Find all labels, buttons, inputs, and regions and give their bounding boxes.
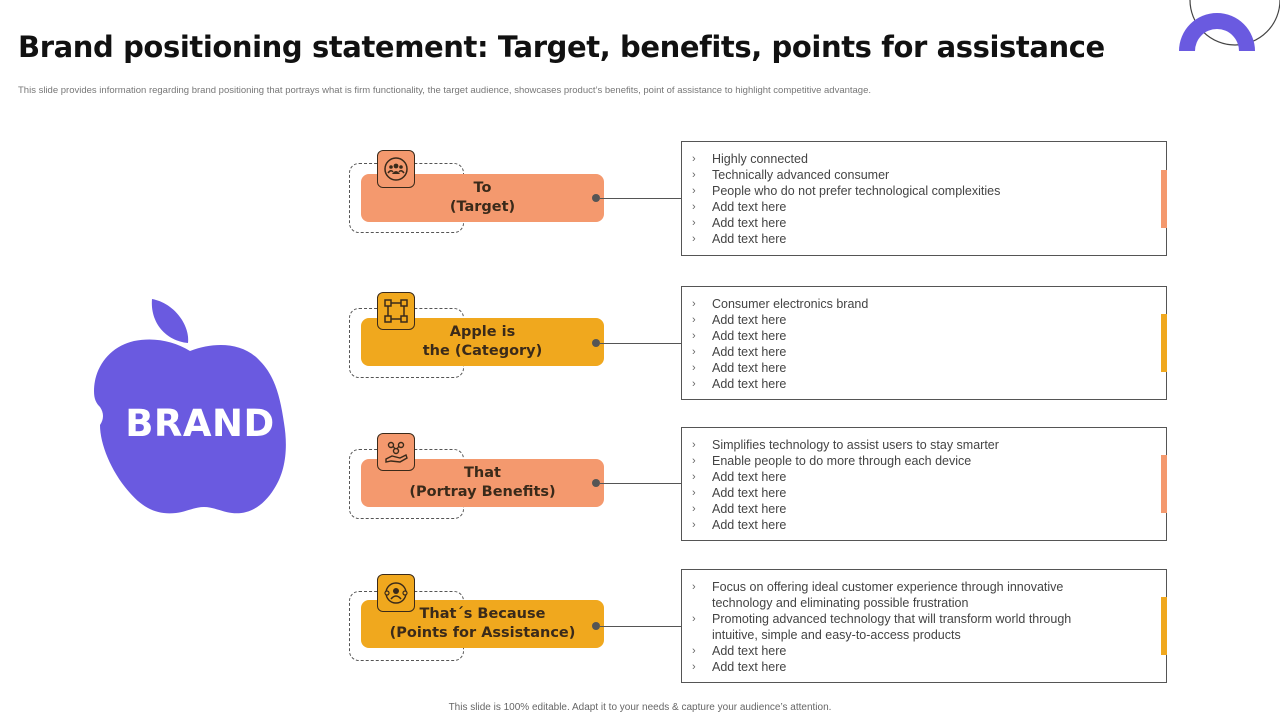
list-item: › Add text here [692, 502, 787, 516]
connector-line [600, 626, 682, 627]
list-item: › Add text here [692, 518, 787, 532]
list-item: › Add text here [692, 313, 787, 327]
list-item: › Focus on offering ideal customer experience through innovative technology and eliminating possible frustration [692, 580, 1064, 610]
benefits-pill-line1: That [464, 465, 501, 481]
benefits-details-box [681, 427, 1167, 541]
hand-network-icon [377, 433, 415, 471]
list-item: › People who do not prefer technological complexities [692, 184, 1001, 198]
list-item: › Add text here [692, 345, 787, 359]
list-item: › Consumer electronics brand [692, 297, 869, 311]
support-person-icon [377, 574, 415, 612]
footer-note: This slide is 100% editable. Adapt it to your needs & capture your audience’s attention. [448, 702, 832, 713]
target-pill-line1: To [473, 180, 492, 196]
assistance-details-box [681, 569, 1167, 683]
list-item: › Add text here [692, 660, 787, 674]
list-item: › Add text here [692, 644, 787, 658]
brand-label: BRAND [125, 402, 275, 445]
list-item: › Add text here [692, 361, 787, 375]
target-details-box [681, 141, 1167, 256]
accent-bar [1161, 170, 1167, 228]
category-pill-line2: the (Category) [422, 343, 543, 359]
list-item: › Technically advanced consumer [692, 168, 890, 182]
benefits-list [692, 437, 1166, 533]
list-item: › Add text here [692, 232, 787, 246]
list-item: › Add text here [692, 329, 787, 343]
category-pill-line1: Apple is [449, 324, 516, 340]
connector-dot [592, 479, 600, 487]
target-list [692, 151, 1166, 247]
list-item: › Highly connected [692, 152, 808, 166]
category-details-box [681, 286, 1167, 400]
people-group-icon [377, 150, 415, 188]
connector-dot [592, 622, 600, 630]
benefits-pill-line2: (Portray Benefits) [409, 484, 556, 500]
corner-decoration [1170, 0, 1280, 60]
connector-line [600, 343, 682, 344]
page-title: Brand positioning statement: Target, benefits, points for assistance [18, 30, 1105, 64]
assistance-list [692, 579, 1166, 675]
list-item: › Enable people to do more through each device [692, 454, 972, 468]
list-item: › Simplifies technology to assist users to stay smarter [692, 438, 999, 452]
frame-nodes-icon [377, 292, 415, 330]
assistance-pill-line1: That´s Because [419, 606, 546, 622]
connector-dot [592, 194, 600, 202]
accent-bar [1161, 455, 1167, 513]
assistance-pill-line2: (Points for Assistance) [389, 625, 576, 641]
list-item: › Add text here [692, 377, 787, 391]
connector-line [600, 483, 682, 484]
list-item: › Add text here [692, 470, 787, 484]
accent-bar [1161, 314, 1167, 372]
connector-dot [592, 339, 600, 347]
page-subtitle: This slide provides information regarding brand positioning that portrays what is firm functionality, the target audience, showcases product’s benefits, point of assistance to highlight competitive advantage. [18, 85, 872, 96]
connector-line [600, 198, 682, 199]
list-item: › Add text here [692, 486, 787, 500]
list-item: › Add text here [692, 200, 787, 214]
accent-bar [1161, 597, 1167, 655]
list-item: › Promoting advanced technology that will transform world through intuitive, simple and easy-to-access products [692, 612, 1072, 642]
list-item: › Add text here [692, 216, 787, 230]
category-list [692, 296, 1166, 392]
target-pill-line2: (Target) [449, 199, 516, 215]
